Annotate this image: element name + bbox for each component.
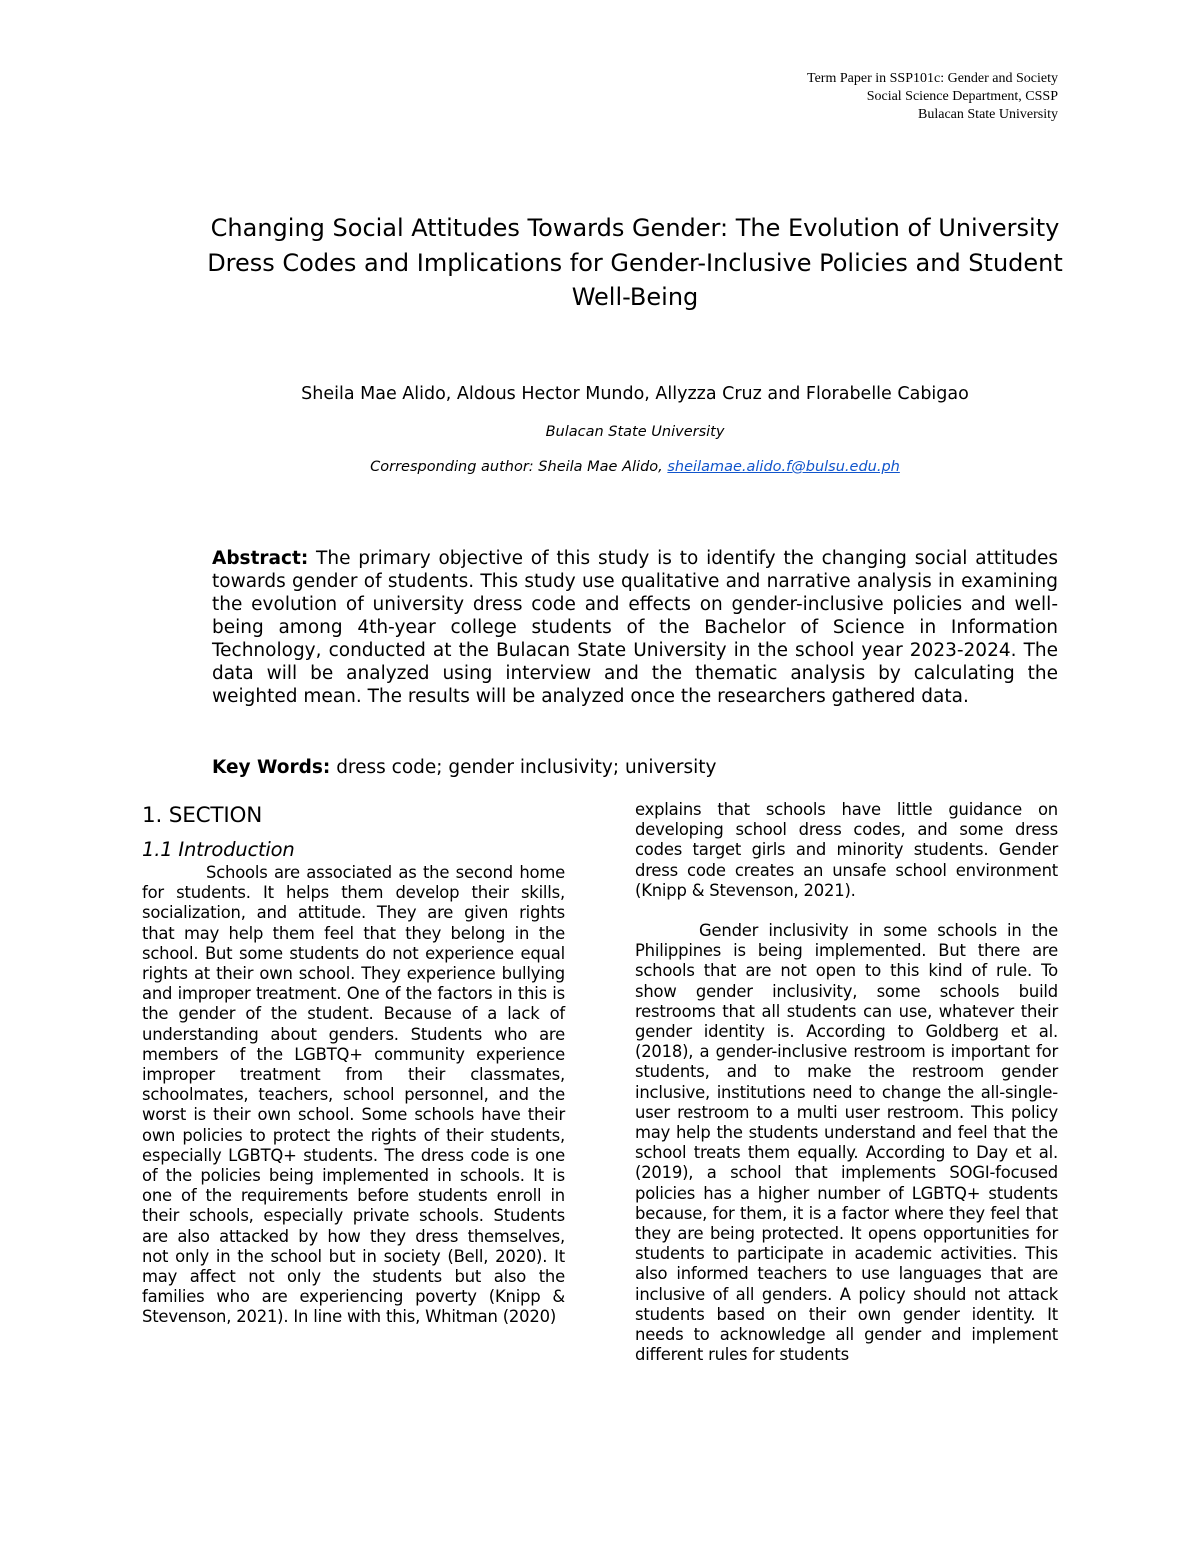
header-department: Social Science Department, CSSP bbox=[866, 89, 1058, 104]
left-column bbox=[142, 800, 565, 1328]
header-course: Term Paper in SSP101c: Gender and Society bbox=[807, 71, 1058, 86]
section-heading: 1. SECTION bbox=[142, 803, 263, 828]
abstract-text: The primary objective of this study is to identify the changing social attitudes towards gender of students. This study use qualitative and narrative analysis in examining the evolution of university dress code and effects on gender-inclusive policies and well-being among 4th-year college students of the Bachelor of Science in Information Technology, conducted at the Bulacan State University in the school year 2023-2024. The data will be analyzed using interview and the thematic analysis by calculating the weighted mean. The results will be analyzed once the researchers gathered data. bbox=[212, 548, 1058, 707]
abstract-label: Abstract: bbox=[212, 548, 309, 569]
corresponding-author-label: Corresponding author: Sheila Mae Alido, bbox=[370, 459, 668, 475]
right-column bbox=[635, 800, 1058, 1365]
corresponding-email-link[interactable]: sheilamae.alido.f@bulsu.edu.ph bbox=[667, 459, 900, 475]
running-header bbox=[807, 70, 1058, 124]
author-list: Sheila Mae Alido, Aldous Hector Mundo, Allyzza Cruz and Florabelle Cabigao bbox=[301, 384, 969, 404]
affiliation: Bulacan State University bbox=[545, 424, 725, 440]
intro-paragraph: Schools are associated as the second home for students. It helps them develop their skills, socialization, and attitude. They are given rights that may help them feel that they belong in the school. But some students do not experience equal rights at their own school. They experience bullying and improper treatment. One of the factors in this is the gender of the student. Because of a lack of understanding about genders. Students who are members of the LGBTQ+ community experience improper treatment from their classmates, schoolmates, teachers, school personnel, and the worst is their own school. Some schools have their own policies to protect the rights of their students, especially LGBTQ+ students. The dress code is one of the policies being implemented in schools. It is one of the requirements before students enroll in their schools, especially private schools. Students are also attacked by how they dress themselves, not only in the school but in society (Bell, 2020). It may affect not only the students but also the families who are experiencing poverty (Knipp & Stevenson, 2021). In line with this, Whitman (2020) bbox=[142, 863, 565, 1327]
corresponding-author bbox=[200, 457, 1070, 477]
subsection-heading: 1.1 Introduction bbox=[142, 838, 295, 861]
intro-paragraph-continued: explains that schools have little guidance on developing school dress codes, and some dress codes target girls and minority students. Gender dress code creates an unsafe school environment (Knipp & Stevenson, 2021). bbox=[635, 800, 1058, 900]
paper-title: Changing Social Attitudes Towards Gender: The Evolution of University Dress Codes and Implications for Gender-Inclusive Policies and Student Well-Being bbox=[207, 214, 1063, 311]
abstract bbox=[212, 547, 1058, 708]
gender-inclusivity-paragraph: Gender inclusivity in some schools in the Philippines is being implemented. But there are schools that are not open to this kind of rule. To show gender inclusivity, some schools build restrooms that all students can use, whatever their gender identity is. According to Goldberg et al. (2018), a gender-inclusive restroom is important for students, and to make the restroom gender inclusive, institutions need to change the all-single-user restroom to a multi user restroom. This policy may help the students understand and feel that the school treats them equally. According to Day et al. (2019), a school that implements SOGI-focused policies has a higher number of LGBTQ+ students because, for them, it is a factor where they feel that they are being protected. It opens opportunities for students to participate in academic activities. This also informed teachers to use languages that are inclusive of all genders. A policy should not attack students based on their own gender identity. It needs to acknowledge all gender and implement different rules for students bbox=[635, 921, 1058, 1365]
keywords-label: Key Words: bbox=[212, 757, 331, 778]
keywords bbox=[212, 756, 1058, 780]
header-university: Bulacan State University bbox=[918, 107, 1058, 122]
keywords-text: dress code; gender inclusivity; university bbox=[336, 757, 717, 778]
